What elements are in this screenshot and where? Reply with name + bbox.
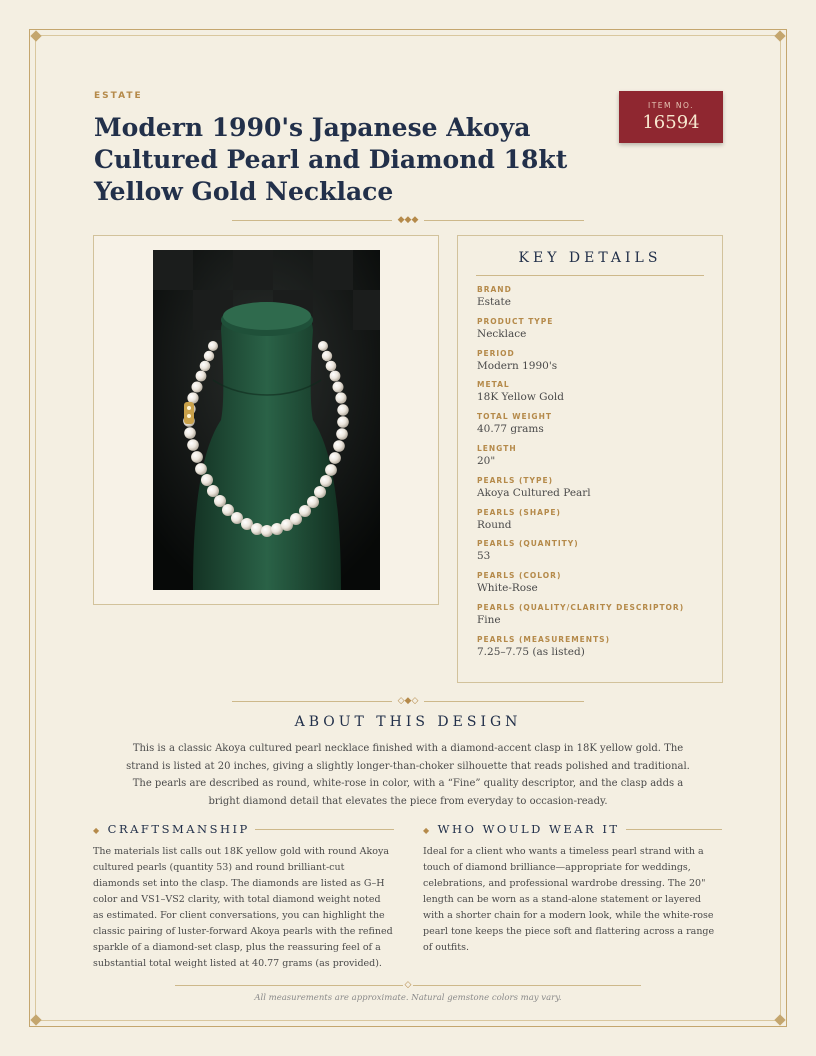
detail-label: PRODUCT TYPE xyxy=(477,317,554,326)
detail-label: METAL xyxy=(477,380,510,389)
detail-label: LENGTH xyxy=(477,444,517,453)
detail-value: Round xyxy=(477,519,512,531)
detail-label: PEARLS (MEASUREMENTS) xyxy=(477,635,611,644)
detail-label: PEARLS (QUANTITY) xyxy=(477,539,579,548)
divider-ornament: ◆◆◆ xyxy=(397,215,419,225)
detail-label: PEARLS (QUALITY/CLARITY DESCRIPTOR) xyxy=(477,603,685,612)
detail-row xyxy=(477,444,517,468)
page-title: Modern 1990's Japanese Akoya Cultured Pearl and Diamond 18kt Yellow Gold Necklace xyxy=(94,113,568,206)
detail-value: Fine xyxy=(477,614,501,626)
detail-row xyxy=(477,476,591,500)
footer-note: All measurements are approximate. Natural gemstone colors may vary. xyxy=(254,993,562,1003)
detail-label: BRAND xyxy=(477,285,512,294)
detail-label: PERIOD xyxy=(477,349,515,358)
detail-row xyxy=(477,603,684,627)
detail-row xyxy=(477,349,557,373)
detail-value: Necklace xyxy=(477,328,527,340)
detail-value: Akoya Cultured Pearl xyxy=(477,487,591,499)
detail-value: 40.77 grams xyxy=(477,423,544,435)
detail-row xyxy=(477,571,561,595)
detail-value: Estate xyxy=(477,296,511,308)
detail-row xyxy=(477,508,561,532)
detail-label: PEARLS (TYPE) xyxy=(477,476,554,485)
clasp-icon xyxy=(184,402,194,424)
divider-line xyxy=(232,220,392,221)
who-wear-heading xyxy=(423,822,620,836)
detail-value: 20" xyxy=(477,455,496,467)
detail-row xyxy=(477,380,564,404)
item-number-value: 16594 xyxy=(642,112,700,133)
divider-line xyxy=(424,701,584,702)
detail-row xyxy=(477,412,552,436)
section-rule xyxy=(255,829,394,830)
about-title: ABOUT THIS DESIGN xyxy=(294,714,522,730)
key-details-title: KEY DETAILS xyxy=(518,250,662,266)
diamond-bullet-icon: ◆ xyxy=(423,826,432,835)
detail-row xyxy=(477,635,610,659)
detail-row xyxy=(477,539,579,563)
section-rule xyxy=(626,829,722,830)
divider-ornament: ◇◆◇ xyxy=(397,696,419,706)
detail-label: PEARLS (SHAPE) xyxy=(477,508,561,517)
about-body: This is a classic Akoya cultured pearl necklace finished with a diamond-accent clasp in 18K yellow gold. The strand is listed at 20 inches, giving a slightly longer-than-choker silhouette that reads polished and traditional. The pearls are described as round, white-rose in color, with a “Fine” quality descriptor, and the clasp adds a bright diamond detail that elevates the piece from everyday to occasion-ready. xyxy=(126,743,690,807)
detail-label: PEARLS (COLOR) xyxy=(477,571,562,580)
footer-divider-line xyxy=(413,985,641,986)
item-number-label: ITEM NO. xyxy=(648,101,694,110)
divider-line xyxy=(424,220,584,221)
necklace-on-bust-image xyxy=(153,250,380,590)
detail-value: 53 xyxy=(477,550,491,562)
detail-value: 7.25–7.75 (as listed) xyxy=(477,646,585,658)
detail-value: Modern 1990's xyxy=(477,360,558,372)
product-photo xyxy=(153,250,380,590)
footer-divider-line xyxy=(175,985,403,986)
craftsmanship-title: CRAFTSMANSHIP xyxy=(107,822,250,836)
diamond-bullet-icon: ◆ xyxy=(93,826,102,835)
detail-value: 18K Yellow Gold xyxy=(477,391,564,403)
detail-label: TOTAL WEIGHT xyxy=(477,412,552,421)
craftsmanship-body: The materials list calls out 18K yellow gold with round Akoya cultured pearls (quantity 53) and round brilliant-cut diamonds set into the clasp. The diamonds are listed as G–H color and VS1–VS2 clarity, with total diamond weight noted as estimated. For client conversations, you can highlight the classic pairing of luster-forward Akoya pearls with the refined sparkle of a diamond-set clasp, plus the reassuring feel of a substantial total weight listed at 40.77 grams (as provided). xyxy=(93,846,393,969)
who-wear-title: WHO WOULD WEAR IT xyxy=(437,822,620,836)
detail-value: White-Rose xyxy=(477,582,538,594)
divider-line xyxy=(232,701,392,702)
key-details-rule xyxy=(476,275,704,276)
key-details-panel xyxy=(457,235,723,683)
craftsmanship-heading xyxy=(93,822,250,836)
item-number-badge xyxy=(619,91,723,143)
detail-row xyxy=(477,317,553,341)
who-wear-body: Ideal for a client who wants a timeless pearl strand with a touch of diamond brilliance—appropriate for weddings, celebrations, and professional wardrobe dressing. The 20" length can be worn as a stand-alone statement or layered with a shorter chain for a modern look, while the white-rose pearl tone keeps the piece soft and flattering across a range of outfits. xyxy=(423,846,715,953)
brand-kicker: ESTATE xyxy=(94,91,143,101)
detail-row xyxy=(477,285,512,309)
footer-divider-ornament: ◇ xyxy=(404,980,412,990)
